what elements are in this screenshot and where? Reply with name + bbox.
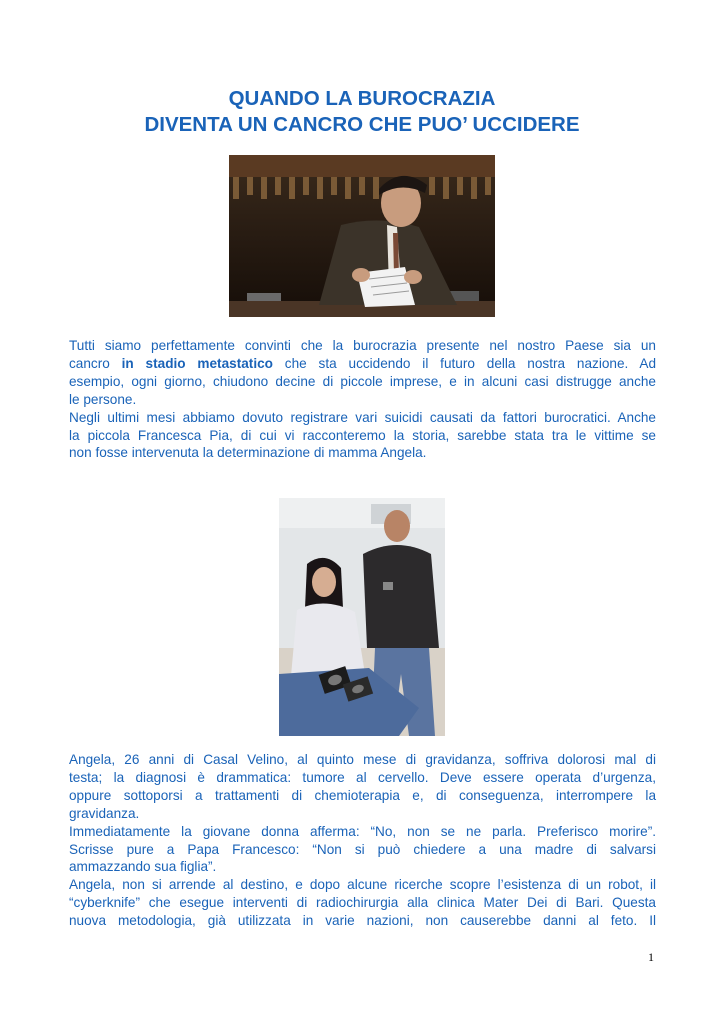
intro-line: esempio, ogni giorno, chiudono decine di piccole imprese, e in alcuni casi distrugge anche bbox=[69, 373, 656, 389]
story-line: testa; la diagnosi è drammatica: tumore al cervello. Deve essere operata d’urgenza, bbox=[69, 769, 656, 785]
photo-woman-with-ultrasound bbox=[279, 498, 445, 736]
title-line-2: DIVENTA UN CANCRO CHE PUO’ UCCIDERE bbox=[144, 113, 580, 136]
intro-line-2-start: cancro bbox=[69, 355, 122, 371]
intro-line: Tutti siamo perfettamente convinti che la burocrazia presente nel nostro Paese sia un bbox=[69, 338, 656, 353]
intro-line-2-end: che sta uccidendo il futuro della nostra nazione. Ad bbox=[272, 355, 657, 371]
intro-line: la piccola Francesca Pia, di cui vi racconteremo la storia, sarebbe stata tra le vittime se bbox=[69, 427, 656, 443]
intro-line-with-bold bbox=[69, 355, 656, 373]
story-line: oppure sottoporsi a trattamenti di chemioterapia e, di conseguenza, interrompere la bbox=[69, 787, 656, 803]
story-line: Scrisse pure a Papa Francesco: “Non si può chiedere a una madre di salvarsi bbox=[69, 841, 656, 857]
photo-woman-with-ultrasound-image bbox=[279, 498, 445, 736]
bold-phrase: in stadio metastatico bbox=[121, 355, 273, 371]
story-line: ammazzando sua figlia”. bbox=[69, 859, 217, 875]
story-paragraph bbox=[69, 751, 656, 930]
page-number: 1 bbox=[648, 950, 654, 964]
photo-man-reading-speech-image bbox=[229, 155, 495, 317]
story-line: Angela, non si arrende al destino, e dopo alcune ricerche scopre l’esistenza di un robot, il bbox=[69, 877, 656, 893]
intro-line: Negli ultimi mesi abbiamo dovuto registrare vari suicidi causati da fattori burocratici. Anche bbox=[69, 409, 656, 425]
intro-paragraph bbox=[69, 337, 656, 462]
intro-line: le persone. bbox=[69, 391, 137, 407]
story-line: Immediatamente la giovane donna afferma: “No, non se ne parla. Preferisco morire”. bbox=[69, 823, 656, 839]
intro-line: non fosse intervenuta la determinazione di mamma Angela. bbox=[69, 445, 427, 461]
story-line: nuova metodologia, già utilizzata in varie nazioni, non causerebbe danni al feto. Il bbox=[69, 913, 656, 929]
story-line: “cyberknife” che esegue interventi di radiochirurgia alla clinica Mater Dei di Bari. Questa bbox=[69, 895, 656, 911]
article-title bbox=[40, 86, 684, 138]
story-line: Angela, 26 anni di Casal Velino, al quinto mese di gravidanza, soffriva dolorosi mal di bbox=[69, 752, 656, 767]
story-line: gravidanza. bbox=[69, 805, 140, 821]
title-line-1: QUANDO LA BUROCRAZIA bbox=[228, 87, 496, 110]
photo-man-reading-speech bbox=[229, 155, 495, 317]
